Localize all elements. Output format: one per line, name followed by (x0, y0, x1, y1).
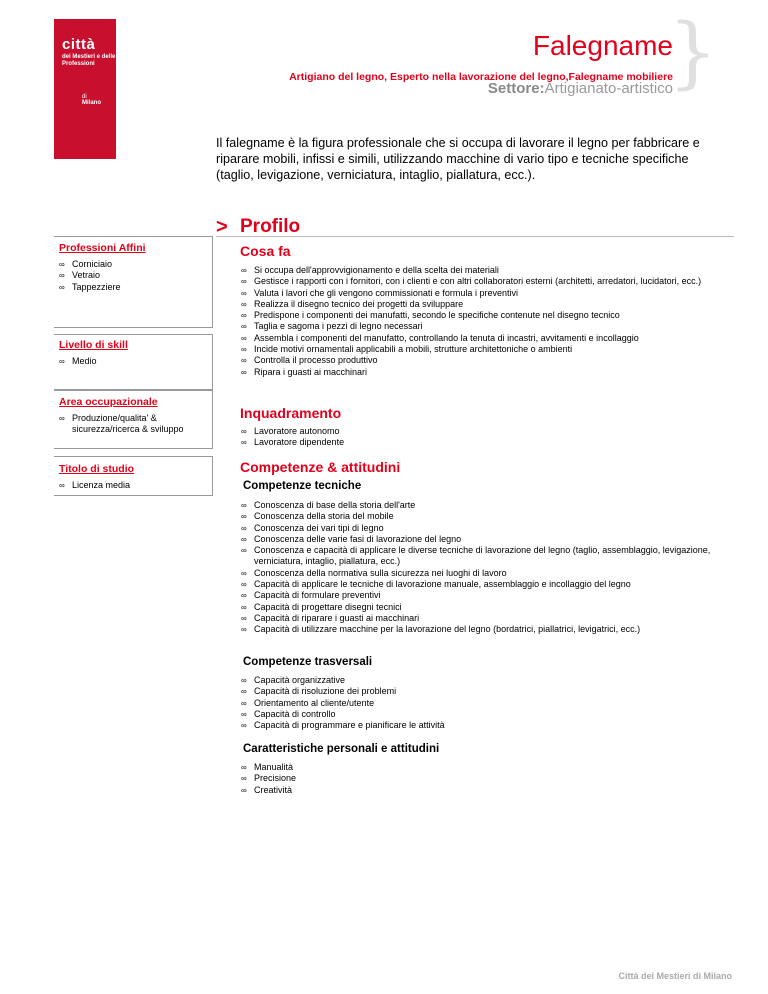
heading-competenze-trasversali: Competenze trasversali (243, 656, 373, 668)
list-item: ∞ Tappezziere (56, 282, 212, 293)
page-title: Falegname (532, 30, 673, 61)
list-item: ∞ Capacità di risoluzione dei problemi (238, 686, 726, 697)
heading-competenze-tecniche: Competenze tecniche (243, 480, 362, 492)
caratteristiche-list (238, 762, 726, 796)
heading-competenze: Competenze & attitudini (240, 459, 401, 475)
skill-list (54, 356, 212, 367)
list-item: ∞ Capacità di controllo (238, 709, 726, 720)
inquadramento-list (238, 426, 726, 449)
list-item: ∞ Capacità di formulare preventivi (238, 590, 726, 601)
list-item: ∞ Conoscenza della normativa sulla sicurezza nei luoghi di lavoro (238, 568, 726, 579)
list-item: ∞ Precisione (238, 773, 726, 784)
studio-list (54, 480, 212, 491)
list-item: ∞ Taglia e sagoma i pezzi di legno necessari (238, 321, 726, 332)
page-subtitle: Artigiano del legno, Esperto nella lavorazione del legno,Falegname mobiliere (289, 71, 673, 83)
list-item: ∞ Assembla i componenti del manufatto, controllando la tenuta di incastri, avvitamenti e incollaggio (238, 333, 726, 344)
list-item: ∞ Conoscenza della storia del mobile (238, 511, 726, 522)
list-item: ∞ Vetraio (56, 270, 212, 281)
section-header-profilo (216, 216, 734, 237)
competenze-tecniche-list (238, 500, 726, 636)
list-item: ∞ Predispone i componenti dei manufatti, secondo le specifiche contenute nel disegno tecnico (238, 310, 726, 321)
logo-city: Milano (82, 100, 101, 106)
list-item: ∞ Conoscenza di base della storia dell'arte (238, 500, 726, 511)
list-item: ∞ Medio (56, 356, 212, 367)
decorative-brace: } (668, 8, 718, 98)
sidebox-livello-skill (54, 334, 213, 391)
sector-line (488, 80, 673, 97)
cosa-fa-list (238, 265, 726, 378)
section-arrow-icon: > (216, 216, 228, 238)
list-item: ∞ Conoscenza delle varie fasi di lavorazione del legno (238, 534, 726, 545)
section-title: Profilo (240, 216, 301, 237)
logo (54, 19, 116, 159)
sidebox-area-occupazionale (54, 389, 213, 449)
heading-caratteristiche-personali: Caratteristiche personali e attitudini (243, 743, 440, 755)
logo-di: di (82, 94, 87, 100)
heading-cosa-fa: Cosa fa (240, 243, 291, 259)
logo-subtitle: dei Mestieri e delle Professioni (62, 54, 116, 67)
list-item: ∞ Si occupa dell'approvvigionamento e della scelta dei materiali (238, 265, 726, 276)
area-list (54, 413, 212, 436)
list-item: ∞ Produzione/qualita' & sicurezza/ricerca & sviluppo (56, 413, 212, 436)
sidebox-title: Titolo di studio (59, 463, 135, 475)
sidebox-titolo-studio (54, 456, 213, 496)
sidebox-professioni-affini (54, 236, 213, 328)
list-item: ∞ Lavoratore dipendente (238, 437, 726, 448)
list-item: ∞ Manualità (238, 762, 726, 773)
list-item: ∞ Creatività (238, 785, 726, 796)
sidebox-title: Professioni Affini (59, 242, 146, 254)
list-item: ∞ Capacità di progettare disegni tecnici (238, 602, 726, 613)
sector-value: Artigianato-artistico (544, 80, 673, 97)
sidebox-title: Area occupazionale (59, 396, 158, 408)
sector-label: Settore: (487, 80, 545, 97)
list-item: ∞ Controlla il processo produttivo (238, 355, 726, 366)
list-item: ∞ Licenza media (56, 480, 212, 491)
list-item: ∞ Capacità di applicare le tecniche di lavorazione manuale, assemblaggio e incollaggio del legno (238, 579, 726, 590)
list-item: ∞ Conoscenza e capacità di applicare le diverse tecniche di lavorazione del legno (taglio, assemblaggio, levigazione, verniciatura, intaglio, piallatura, ecc.) (238, 545, 726, 568)
list-item: ∞ Corniciaio (56, 259, 212, 270)
list-item: ∞ Capacità organizzative (238, 675, 726, 686)
affini-list (54, 259, 212, 293)
intro-paragraph: Il falegname è la figura professionale che si occupa di lavorare il legno per fabbricare e riparare mobili, infissi e simili, utilizzando macchine di vario tipo e tecniche specifiche (taglio, levigazione, verniciatura, intaglio, piallatura, ecc.). (216, 136, 700, 182)
list-item: ∞ Conoscenza dei vari tipi di legno (238, 523, 726, 534)
list-item: ∞ Ripara i guasti ai macchinari (238, 367, 726, 378)
competenze-trasversali-list (238, 675, 726, 731)
list-item: ∞ Realizza il disegno tecnico dei progetti da sviluppare (238, 299, 726, 310)
list-item: ∞ Orientamento al cliente/utente (238, 698, 726, 709)
logo-title: città (62, 36, 96, 53)
list-item: ∞ Lavoratore autonomo (238, 426, 726, 437)
list-item: ∞ Capacità di utilizzare macchine per la lavorazione del legno (bordatrici, piallatrici, levigatrici, ecc.) (238, 624, 726, 635)
list-item: ∞ Gestisce i rapporti con i fornitori, con i clienti e con altri collaboratori esterni (architetti, arredatori, lucidatori, ecc.) (238, 276, 726, 287)
footer-text: Città dei Mestieri di Milano (618, 971, 732, 981)
heading-inquadramento: Inquadramento (240, 405, 342, 421)
list-item: ∞ Valuta i lavori che gli vengono commissionati e formula i preventivi (238, 288, 726, 299)
sidebox-title: Livello di skill (59, 339, 128, 351)
list-item: ∞ Incide motivi ornamentali applicabili a mobili, strutture architettoniche o ambienti (238, 344, 726, 355)
list-item: ∞ Capacità di riparare i guasti ai macchinari (238, 613, 726, 624)
list-item: ∞ Capacità di programmare e pianificare le attività (238, 720, 726, 731)
